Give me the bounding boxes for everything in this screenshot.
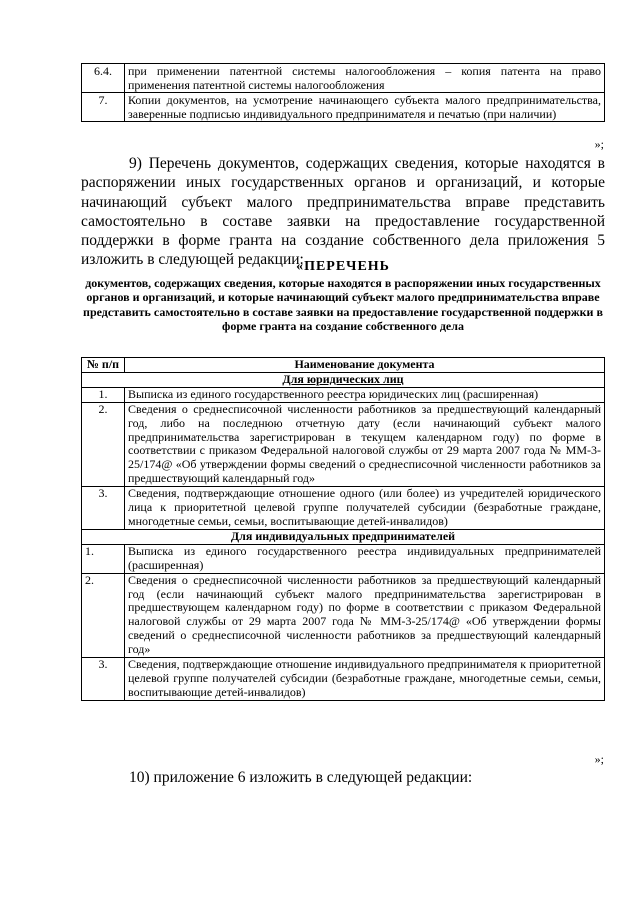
section-title: Для юридических лиц bbox=[82, 372, 605, 387]
row-text: Копии документов, на усмотрение начинающего субъекта малого предпринимательства, заверенные подписью индивидуального предпринимателя и печатью (при наличии) bbox=[125, 93, 605, 122]
row-text: при применении патентной системы налогообложения – копия патента на право применения патентной системы налогообложения bbox=[125, 64, 605, 93]
list-subtitle: документов, содержащих сведения, которые находятся в распоряжении иных государственных органов и организаций, и которые начинающий субъект малого предпринимательства вправе представить самостоятельно в составе заявки на предоставление государственной поддержки в форме гранта на создание собственного дела bbox=[83, 276, 603, 333]
row-text: Выписка из единого государственного реестра индивидуальных предпринимателей (расширенная) bbox=[125, 544, 605, 573]
table-row bbox=[82, 64, 605, 93]
row-number: 1. bbox=[82, 387, 125, 402]
table-row bbox=[82, 402, 605, 486]
section-row-ip bbox=[82, 529, 605, 544]
row-text: Сведения, подтверждающие отношение одного (или более) из учредителей юридического лица к приоритетной целевой группе получателей субсидии (безработные граждане, многодетные семьи, семьи, воспитывающие детей-инвалидов) bbox=[125, 487, 605, 530]
row-text: Сведения, подтверждающие отношение индивидуального предпринимателя к приоритетной целевой группе получателей субсидии (безработные граждане, многодетные семьи, семьи, воспитывающие детей-инвалидов) bbox=[125, 658, 605, 701]
table-header bbox=[82, 358, 605, 373]
row-number: 2. bbox=[82, 573, 125, 657]
row-text: Сведения о среднесписочной численности работников за предшествующий календарный год, либо на последнюю отчетную дату (если начинающий субъект малого предпринимательства зарегистрирован в текущем календарном году) по форме в соответствии с приказом Федеральной налоговой службы от 29 марта 2007 года № ММ-3-25/174@ «Об утверждении формы сведений о среднесписочной численности работников за предшествующий календарный год» bbox=[125, 402, 605, 486]
row-number: 6.4. bbox=[82, 64, 125, 93]
closing-quote: »; bbox=[594, 752, 604, 766]
table-row bbox=[82, 387, 605, 402]
row-text: Выписка из единого государственного реестра юридических лиц (расширенная) bbox=[125, 387, 605, 402]
documents-table-continued bbox=[81, 63, 605, 122]
table-row bbox=[82, 544, 605, 573]
row-text: Сведения о среднесписочной численности работников за предшествующий календарный год (если начинающий субъект малого предпринимательства зарегистрирован в предшествующем календарном году) по форме в соответствии с приказом Федеральной налоговой службы от 29 марта 2007 года № ММ-3-25/174@ «Об утверждении формы сведений о среднесписочной численности работников за предшествующий календарный год» bbox=[125, 573, 605, 657]
row-number: 1. bbox=[82, 544, 125, 573]
paragraph-9: 9) Перечень документов, содержащих сведения, которые находятся в распоряжении иных государственных органов и организаций, и которые начинающий субъект малого предпринимательства вправе представить самостоятельно в составе заявки на предоставление государственной поддержки в форме гранта на создание собственного дела приложения 5 изложить в следующей редакции: bbox=[81, 155, 605, 269]
documents-table bbox=[81, 357, 605, 701]
table-row bbox=[82, 658, 605, 701]
row-number: 2. bbox=[82, 402, 125, 486]
row-number: 3. bbox=[82, 658, 125, 701]
row-number: 3. bbox=[82, 487, 125, 530]
closing-quote: »; bbox=[594, 137, 604, 151]
header-num: № п/п bbox=[82, 358, 125, 373]
paragraph-10: 10) приложение 6 изложить в следующей редакции: bbox=[129, 769, 473, 786]
row-number: 7. bbox=[82, 93, 125, 122]
section-title: Для индивидуальных предпринимателей bbox=[82, 529, 605, 544]
table-row bbox=[82, 487, 605, 530]
list-title: «ПЕРЕЧЕНЬ bbox=[296, 259, 390, 274]
table-row bbox=[82, 93, 605, 122]
section-row-legal bbox=[82, 372, 605, 387]
header-name: Наименование документа bbox=[125, 358, 605, 373]
table-row bbox=[82, 573, 605, 657]
